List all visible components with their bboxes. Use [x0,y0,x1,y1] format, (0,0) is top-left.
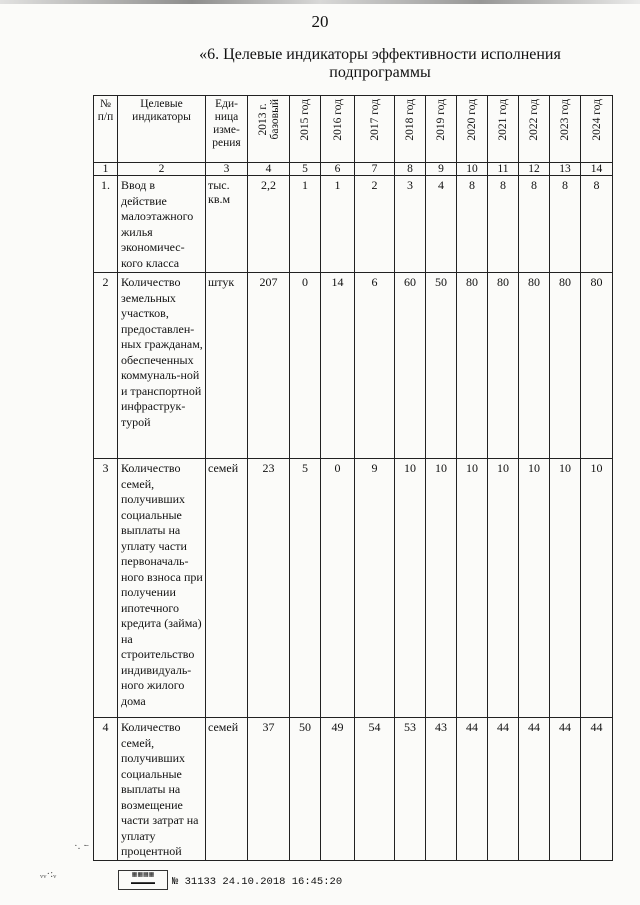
value-cell: 8 [581,176,613,273]
column-number: 7 [355,163,395,176]
value-cell: 49 [321,718,355,861]
value-cell: 23 [248,459,290,718]
registry-logo-icon: ▦▦▦▦ ▬▬▬▬ [118,870,168,890]
value-cell: 50 [426,273,457,459]
header-year: 2024 год [581,96,613,163]
header-indicator: Целевые индикаторы [118,96,206,163]
value-cell: 80 [519,273,550,459]
column-number: 8 [395,163,426,176]
header-year: 2020 год [457,96,488,163]
header-num: № п/п [94,96,118,163]
header-year: 2021 год [488,96,519,163]
unit-cell: тыс. кв.м [206,176,248,273]
row-number: 1. [94,176,118,273]
value-cell: 53 [395,718,426,861]
indicator-name: Количество семей, получивших социальные выплаты на уплату части первоначаль-ного взноса при получении ипотечного кредита (займа) на строительство индивидуаль-ного жилого дома [118,459,206,718]
row-number: 2 [94,273,118,459]
header-year: 2016 год [321,96,355,163]
value-cell: 0 [321,459,355,718]
value-cell: 2 [355,176,395,273]
title-line-1: «6. Целевые индикаторы эффективности исполнения [199,46,561,63]
value-cell: 80 [581,273,613,459]
page-number: 20 [311,12,329,31]
value-cell: 10 [426,459,457,718]
column-number: 14 [581,163,613,176]
value-cell: 10 [550,459,581,718]
indicator-name: Ввод в действие малоэтажного жилья экономичес-кого класса [118,176,206,273]
column-numbers-row [94,163,613,176]
table-row [94,273,613,459]
header-year: 2022 год [519,96,550,163]
header-unit: Еди- ница изме- рения [206,96,248,163]
value-cell: 44 [550,718,581,861]
value-cell: 5 [290,459,321,718]
column-number: 12 [519,163,550,176]
header-row [94,96,613,163]
value-cell: 10 [395,459,426,718]
value-cell: 0 [290,273,321,459]
value-cell: 8 [457,176,488,273]
column-number: 1 [94,163,118,176]
indicator-name: Количество земельных участков, предоставлен-ных гражданам, обеспеченных коммуналь-ной и транспортной инфраструк-турой [118,273,206,459]
unit-cell: семей [206,459,248,718]
unit-cell: семей [206,718,248,861]
value-cell: 37 [248,718,290,861]
indicators-table [93,95,613,861]
column-number: 2 [118,163,206,176]
value-cell: 4 [426,176,457,273]
value-cell: 9 [355,459,395,718]
row-number: 4 [94,718,118,861]
value-cell: 10 [581,459,613,718]
header-year: 2018 год [395,96,426,163]
registration-stamp: № 31133 24.10.2018 16:45:20 [172,876,343,888]
column-number: 13 [550,163,581,176]
value-cell: 1 [321,176,355,273]
section-title [190,46,570,82]
value-cell: 14 [321,273,355,459]
value-cell: 44 [581,718,613,861]
value-cell: 2,2 [248,176,290,273]
value-cell: 10 [457,459,488,718]
header-year: 2013 г. базовый [248,96,290,163]
column-number: 5 [290,163,321,176]
column-number: 3 [206,163,248,176]
table-row [94,459,613,718]
column-number: 10 [457,163,488,176]
table-row [94,176,613,273]
value-cell: 10 [488,459,519,718]
value-cell: 8 [488,176,519,273]
row-number: 3 [94,459,118,718]
value-cell: 80 [457,273,488,459]
value-cell: 80 [488,273,519,459]
value-cell: 3 [395,176,426,273]
header-year: 2023 год [550,96,581,163]
unit-cell: штук [206,273,248,459]
title-line-2: подпрограммы [329,64,431,81]
table-row [94,718,613,861]
value-cell: 80 [550,273,581,459]
column-number: 4 [248,163,290,176]
column-number: 11 [488,163,519,176]
value-cell: 54 [355,718,395,861]
header-year: 2015 год [290,96,321,163]
value-cell: 207 [248,273,290,459]
column-number: 6 [321,163,355,176]
value-cell: 8 [550,176,581,273]
value-cell: 1 [290,176,321,273]
value-cell: 10 [519,459,550,718]
value-cell: 44 [519,718,550,861]
indicator-name: Количество семей, получивших социальные выплаты на возмещение части затрат на уплату процентной [118,718,206,861]
value-cell: 50 [290,718,321,861]
header-year: 2017 год [355,96,395,163]
value-cell: 43 [426,718,457,861]
value-cell: 44 [488,718,519,861]
handwritten-initials: ᵥᵥ·:ᵥ [40,868,57,880]
scan-top-edge [0,0,640,4]
header-year: 2019 год [426,96,457,163]
value-cell: 44 [457,718,488,861]
pen-mark: ·. ·̵ [74,840,87,852]
value-cell: 6 [355,273,395,459]
value-cell: 60 [395,273,426,459]
value-cell: 8 [519,176,550,273]
column-number: 9 [426,163,457,176]
